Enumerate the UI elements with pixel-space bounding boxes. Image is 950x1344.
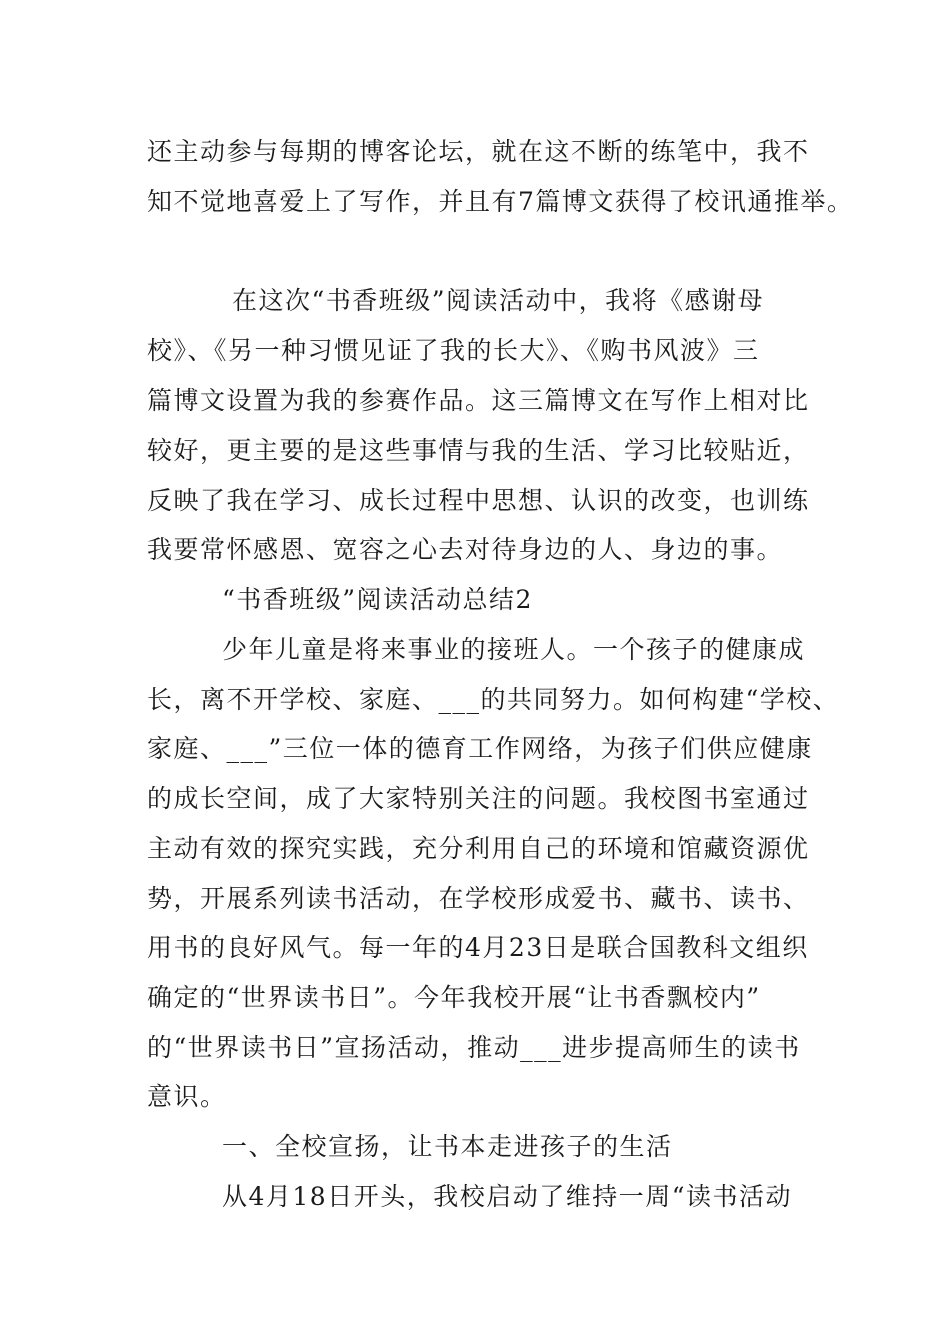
- text-line: 还主动参与每期的博客论坛，就在这不断的练笔中，我不: [147, 137, 810, 166]
- text-line: 篇博文设置为我的参赛作品。这三篇博文在写作上相对比: [147, 386, 810, 415]
- text-line: 意识。: [147, 1082, 227, 1111]
- text-line: 校》、《另一种习惯见证了我的长大》、《购书风波》三: [147, 336, 760, 365]
- text-line: 家庭、___”三位一体的德育工作网络，为孩子们供应健康: [147, 734, 813, 763]
- text-line: 较好，更主要的是这些事情与我的生活、学习比较贴近，: [147, 436, 810, 465]
- section-title: “书香班级”阅读活动总结2: [222, 585, 533, 614]
- section-heading: 一、全校宣扬，让书本走进孩子的生活: [222, 1132, 673, 1161]
- text-line: 确定的“世界读书日”。今年我校开展“让书香飘校内”: [147, 983, 761, 1012]
- text-line: 知不觉地喜爱上了写作，并且有7篇博文获得了校讯通推举。: [147, 187, 854, 216]
- text-line: 势，开展系列读书活动，在学校形成爱书、藏书、读书、: [147, 884, 810, 913]
- text-line: 的成长空间，成了大家特别关注的问题。我校图书室通过: [147, 784, 810, 813]
- text-line: 我要常怀感恩、宽容之心去对待身边的人、身边的事。: [147, 535, 784, 564]
- text-line: 的“世界读书日”宣扬活动，推动___进步提高师生的读书: [147, 1033, 801, 1062]
- text-line: 从4月18日开头，我校启动了维持一周“读书活动: [222, 1182, 792, 1211]
- text-line: 长，离不开学校、家庭、___的共同努力。如何构建“学校、: [147, 685, 840, 714]
- text-line: 少年儿童是将来事业的接班人。一个孩子的健康成: [222, 635, 806, 664]
- text-line: 反映了我在学习、成长过程中思想、认识的改变，也训练: [147, 486, 810, 515]
- text-line: 主动有效的探究实践，充分利用自己的环境和馆藏资源优: [147, 834, 810, 863]
- text-line: 用书的良好风气。每一年的4月23日是联合国教科文组织: [147, 933, 809, 962]
- text-line: 在这次“书香班级”阅读活动中，我将《感谢母: [232, 286, 765, 315]
